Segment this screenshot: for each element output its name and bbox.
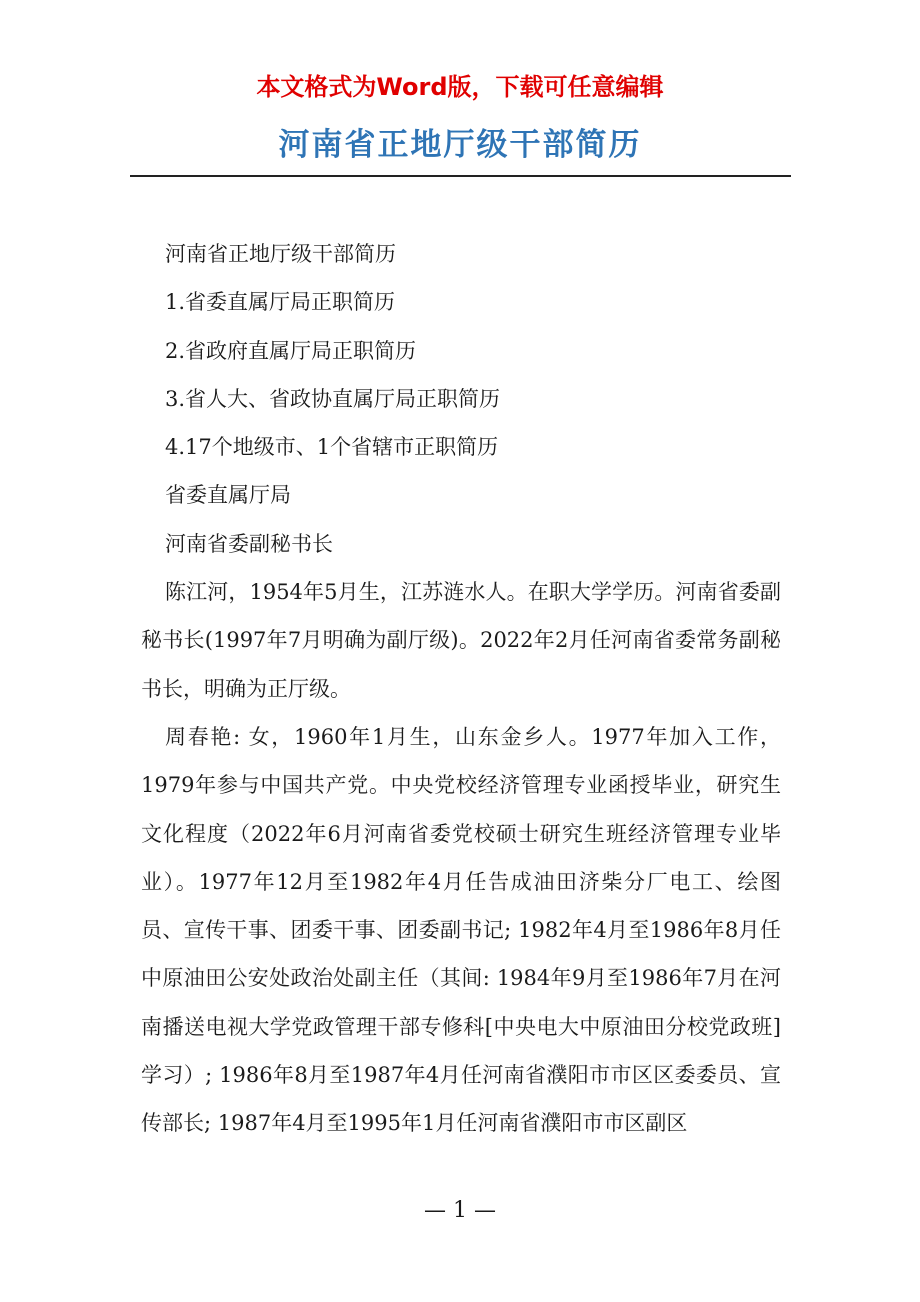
- toc-item-2: 2.省政府直属厅局正职简历: [165, 338, 417, 363]
- page-number: — 1 —: [424, 1198, 496, 1223]
- format-notice: 本文格式为Word版，下载可任意编辑: [256, 73, 664, 101]
- toc-item-3: 3.省人大、省政协直属厅局正职简历: [165, 386, 501, 411]
- section-heading: 省委直属厅局: [165, 483, 291, 508]
- paragraph-intro: 河南省正地厅级干部简历: [165, 242, 396, 266]
- subsection-heading: 河南省委副秘书长: [165, 531, 333, 556]
- document-title: 河南省正地厅级干部简历: [278, 127, 642, 163]
- document-body: [141, 230, 781, 1148]
- toc-item-4: 4.17个地级市、1个省辖市正职简历: [165, 435, 499, 460]
- bio-paragraph-zhou: 周春艳: 女，1960年1月生，山东金乡人。1977年加入工作，1979年参与中国共产党。中央党校经济管理专业函授毕业，研究生文化程度（2022年6月河南省委党校硕士研究生班经济管理专业毕业）。1977年12月至1982年4月任告成油田济柴分厂电工、绘图员、宣传干事、团委干事、团委副书记; 1982年4月至1986年8月任中原油田公安处政治处副主任（其间: 1984年9月至1986年7月在河南播送电视大学党政管理干部专修科[中央电大中原油田分校党政班]学习）; 1986年8月至1987年4月任河南省濮阳市市区区委委员、宣传部长; 1987年4月至1995年1月任河南省濮阳市市区副区: [141, 724, 781, 1136]
- bio-paragraph-chen: 陈江河，1954年5月生，江苏涟水人。在职大学学历。河南省委副秘书长(1997年7月明确为副厅级)。2022年2月任河南省委常务副秘书长，明确为正厅级。: [141, 580, 781, 701]
- title-divider: [130, 175, 791, 177]
- toc-item-1: 1.省委直属厅局正职简历: [165, 290, 396, 315]
